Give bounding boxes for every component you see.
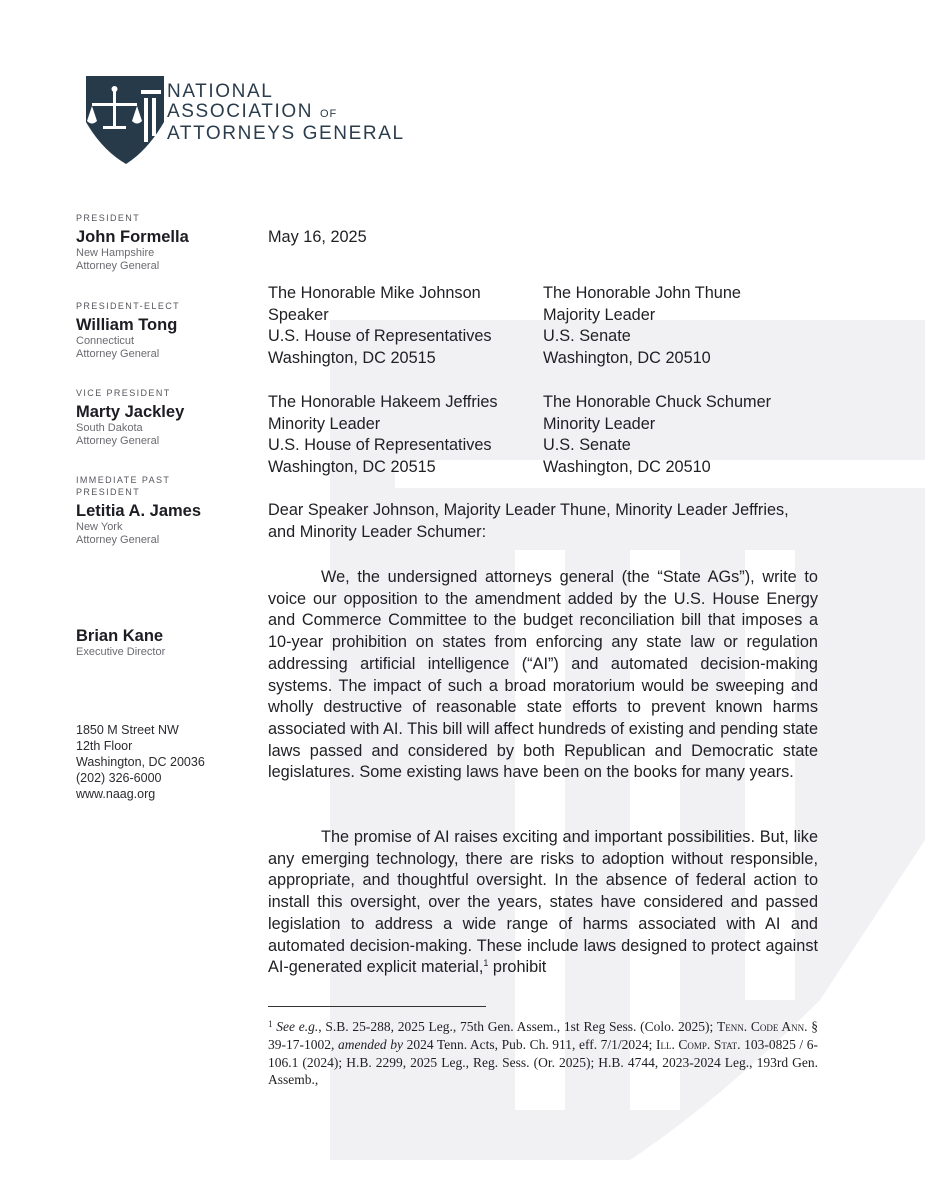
officer-name: Letitia A. James — [76, 502, 202, 520]
footnote-text: § 39-17-1002, — [268, 1019, 819, 1052]
paragraph-1: We, the undersigned attorneys general (the “State AGs”), write to voice our opposition to the amendment added by the U.S. House Energy and Commerce Committee to the budget reconciliation bill that imposes a 10-year prohibition on states from enforcing any state law or regulation addressing artificial intelligence (“AI”) and automated decision-making systems. The impact of such a broad moratorium would be sweeping and wholly destructive of reasonable state efforts to prevent known harms associated with AI. This bill will affect hundreds of existing and pending state laws passed and considered by both Republican and Democratic state legislatures. Some existing laws have been on the books for many years. — [268, 568, 818, 782]
wordmark-line-national: NATIONAL — [167, 81, 274, 102]
footnote-amended: amended by — [337, 1036, 404, 1052]
officer-vice-president — [76, 387, 256, 448]
footnote-ill: Ill. Comp. Stat. — [655, 1036, 741, 1052]
officer-title: Attorney General — [76, 260, 160, 272]
officer-state: New York — [76, 521, 123, 533]
officer-name: William Tong — [76, 316, 178, 334]
addressee-line: Washington, DC 20510 — [543, 458, 711, 477]
addressee-line: U.S. House of Representatives — [268, 327, 492, 346]
footnote-text: , S.B. 25-288, 2025 Leg., 75th Gen. Assem., 1st Reg Sess. (Colo. 2025); — [318, 1019, 717, 1034]
addressee-thune — [543, 283, 741, 370]
letter-salutation: Dear Speaker Johnson, Majority Leader Thune, Minority Leader Jeffries, and Minority Leader Schumer: — [268, 501, 789, 541]
addressee-line: The Honorable Mike Johnson — [268, 284, 481, 302]
executive-director — [76, 623, 256, 659]
addressee-line: Washington, DC 20515 — [268, 458, 436, 477]
paragraph-2-text: The promise of AI raises exciting and important possibilities. But, like any emerging technology, there are risks to adoption without responsible, appropriate, and thoughtful oversight. In the absence of federal action to install this oversight, over the years, states have considered and passed legislation to address a wide range of harms associated with AI and automated decision-making. These include laws designed to protect against AI-generated explicit material, — [268, 828, 818, 977]
officer-role: VICE PRESIDENT — [76, 388, 171, 398]
address-city: Washington, DC 20036 — [76, 755, 205, 769]
addressee-line: Washington, DC 20515 — [268, 349, 436, 368]
officer-name: John Formella — [76, 228, 189, 246]
wordmark-of: OF — [319, 108, 338, 120]
officer-state: Connecticut — [76, 335, 135, 347]
officer-role-line2: PRESIDENT — [76, 487, 141, 497]
wordmark-line-attorneys-general: ATTORNEYS GENERAL — [167, 123, 405, 144]
footnote-tenn: Tenn. Code Ann. — [716, 1019, 808, 1034]
officer-president-elect — [76, 300, 256, 361]
naag-wordmark — [167, 82, 405, 144]
officer-role-line1: IMMEDIATE PAST — [76, 475, 171, 485]
officer-state: New Hampshire — [76, 247, 155, 259]
addressee-line: The Honorable Chuck Schumer — [543, 393, 772, 411]
officer-role: PRESIDENT-ELECT — [76, 301, 181, 311]
officer-role: PRESIDENT — [76, 213, 141, 223]
addressee-line: The Honorable Hakeem Jeffries — [268, 393, 498, 411]
officer-name: Marty Jackley — [76, 403, 185, 421]
officer-state: South Dakota — [76, 422, 143, 434]
addressee-line: The Honorable John Thune — [543, 284, 741, 302]
addressee-line: U.S. House of Representatives — [268, 436, 492, 455]
footnote-see: See e.g. — [276, 1019, 319, 1034]
paragraph-2-end: prohibit — [488, 958, 547, 977]
footnote-text: 2024 Tenn. Acts, Pub. Ch. 911, eff. 7/1/2024; — [403, 1036, 656, 1052]
addressee-line: U.S. Senate — [543, 327, 631, 346]
wordmark-line-association: ASSOCIATION OF — [167, 101, 338, 122]
footnote-number: 1 — [268, 1019, 273, 1029]
footnote-divider — [268, 1006, 486, 1007]
footnote-1 — [268, 1016, 818, 1089]
addressee-line: Speaker — [268, 305, 329, 324]
address-floor: 12th Floor — [76, 739, 133, 753]
addressee-schumer — [543, 392, 771, 479]
officer-title: Attorney General — [76, 435, 160, 447]
addressee-line: Minority Leader — [543, 414, 656, 433]
naag-shield-logo-icon — [86, 76, 164, 164]
director-name: Brian Kane — [76, 627, 164, 645]
paragraph-2 — [268, 827, 818, 979]
footnote-ref-1: 1 — [483, 958, 489, 969]
officer-president — [76, 212, 256, 273]
addressee-jeffries — [268, 392, 498, 479]
officer-immediate-past-president — [76, 474, 256, 547]
addressee-johnson — [268, 283, 492, 370]
addressee-line: Minority Leader — [268, 414, 381, 433]
letter-date: May 16, 2025 — [268, 228, 367, 246]
footnote-text: 103-0825 / 6-106.1 (2024); H.B. 2299, 2025 Leg., Reg. Sess. (Or. 2025); H.B. 4744, 2023-2024 Leg., 193rd Gen. Assemb., — [268, 1036, 819, 1088]
addressee-line: Washington, DC 20510 — [543, 349, 711, 368]
officer-title: Attorney General — [76, 534, 160, 546]
naag-address — [76, 722, 205, 802]
addressee-line: U.S. Senate — [543, 436, 631, 455]
director-title: Executive Director — [76, 646, 166, 658]
addressee-line: Majority Leader — [543, 305, 656, 324]
address-phone: (202) 326-6000 — [76, 771, 162, 785]
officer-title: Attorney General — [76, 348, 160, 360]
address-street: 1850 M Street NW — [76, 723, 179, 737]
address-website: www.naag.org — [76, 787, 156, 801]
